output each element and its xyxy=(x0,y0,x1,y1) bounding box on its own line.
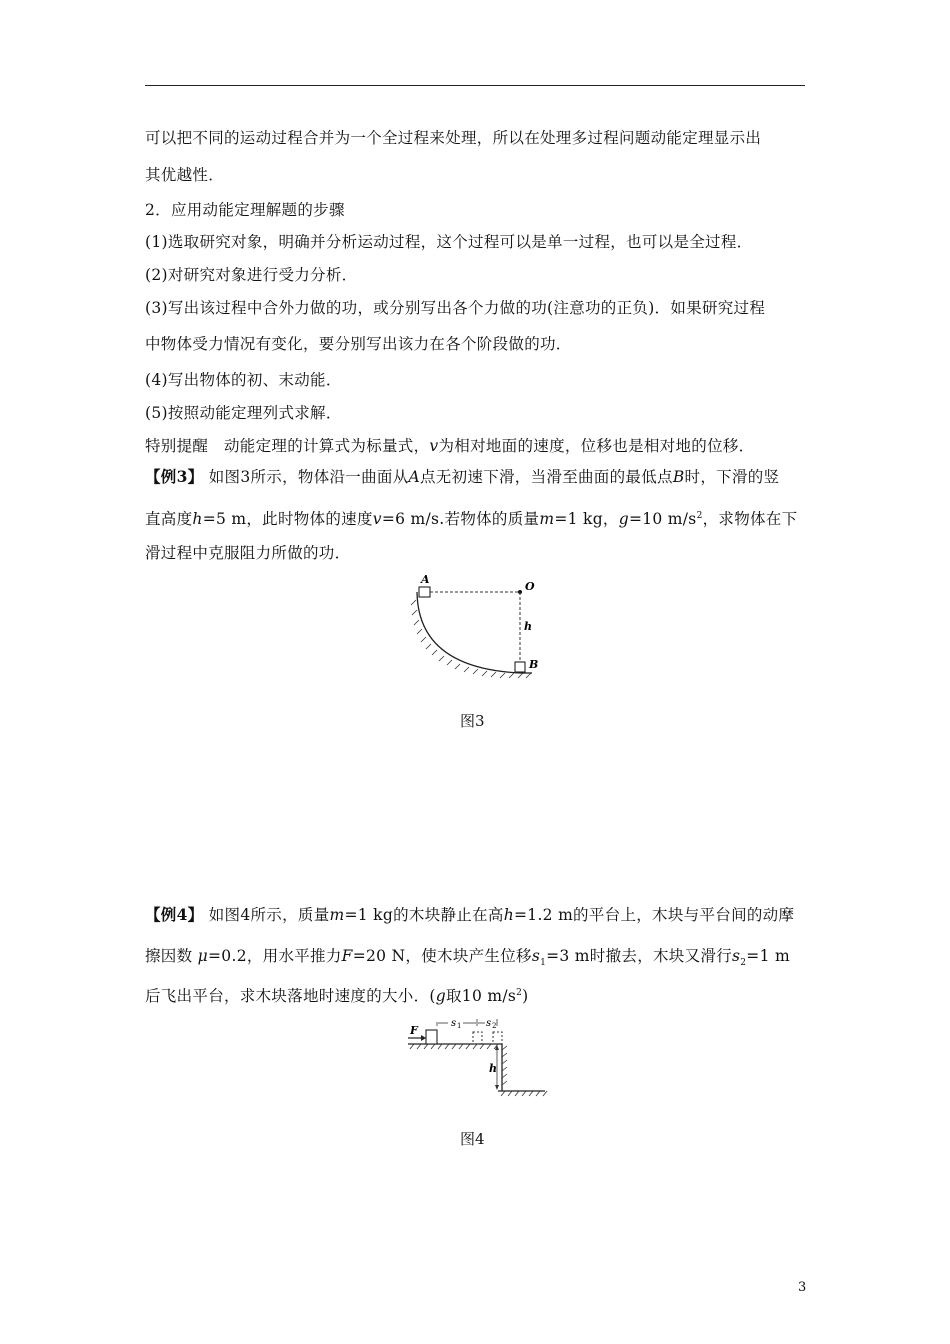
figure-4-caption: 图4 xyxy=(460,1130,485,1148)
step-3-cont: 中物体受力情况有变化，要分别写出该力在各个阶段做的功． xyxy=(145,335,572,353)
figure-3-caption: 图3 xyxy=(460,712,485,730)
wooden-block xyxy=(426,1030,437,1044)
block-a xyxy=(419,587,430,597)
step-4: (4)写出物体的初、末动能． xyxy=(145,371,342,389)
svg-text:1: 1 xyxy=(457,1022,462,1030)
label-a: A xyxy=(421,573,430,586)
example-4-line-3: 后飞出平台，求木块落地时速度的大小．(g取10 $m/s^2$) xyxy=(145,987,529,1006)
label-b: B xyxy=(529,658,539,671)
example-4-line-2: 擦因数 μ=0.2，用水平推力F=20 N，使木块产生位移$s_1=3$ m时撤去，木块又滑行$s_2=1$ m xyxy=(145,947,790,969)
label-h: h xyxy=(524,620,532,633)
svg-text:2: 2 xyxy=(492,1022,497,1030)
step-1: (1)选取研究对象，明确并分析运动过程，这个过程可以是单一过程，也可以是全过程． xyxy=(145,233,753,251)
example-3-tag: 【例3】 xyxy=(145,467,204,486)
label-s2: s xyxy=(486,1018,492,1029)
figure-4 xyxy=(400,1010,560,1105)
page-number: 3 xyxy=(798,1280,807,1295)
special-note: 特别提醒 动能定理的计算式为标量式，v为相对地面的速度，位移也是相对地的位移． xyxy=(145,437,755,455)
label-f: F xyxy=(410,1024,418,1037)
example-3-line-1: 【例3】 如图3所示，物体沿一曲面从A点无初速下滑，当滑至曲面的最低点B时，下滑的竖 xyxy=(145,467,780,486)
label-h: h xyxy=(489,1062,497,1075)
example-3-line-2: 直高度h=5 m，此时物体的速度v=6 m/s.若物体的质量m=1 kg，g=10 $m/s^2$，求物体在下 xyxy=(145,510,798,529)
step-5: (5)按照动能定理列式求解． xyxy=(145,404,342,422)
figure-3 xyxy=(400,570,550,685)
example-4-tag: 【例4】 xyxy=(145,905,204,924)
example-4-line-1: 【例4】 如图4所示，质量m=1 kg的木块静止在高h=1.2 m的平台上，木块与平台间的动摩 xyxy=(145,905,795,924)
text-line: 可以把不同的运动过程合并为一个全过程来处理，所以在处理多过程问题动能定理显示出 xyxy=(145,129,762,147)
step-2: (2)对研究对象进行受力分析． xyxy=(145,266,358,284)
header-rule xyxy=(145,85,805,86)
block-b xyxy=(515,662,525,672)
text-line: 其优越性． xyxy=(145,166,225,184)
section-heading: 2．应用动能定理解题的步骤 xyxy=(145,201,345,219)
example-3-line-3: 滑过程中克服阻力所做的功． xyxy=(145,544,351,562)
label-s1: s xyxy=(451,1018,457,1029)
label-o: O xyxy=(525,580,535,593)
step-3: (3)写出该过程中合外力做的功，或分别写出各个力做的功(注意功的正负)．如果研究过程 xyxy=(145,299,766,317)
